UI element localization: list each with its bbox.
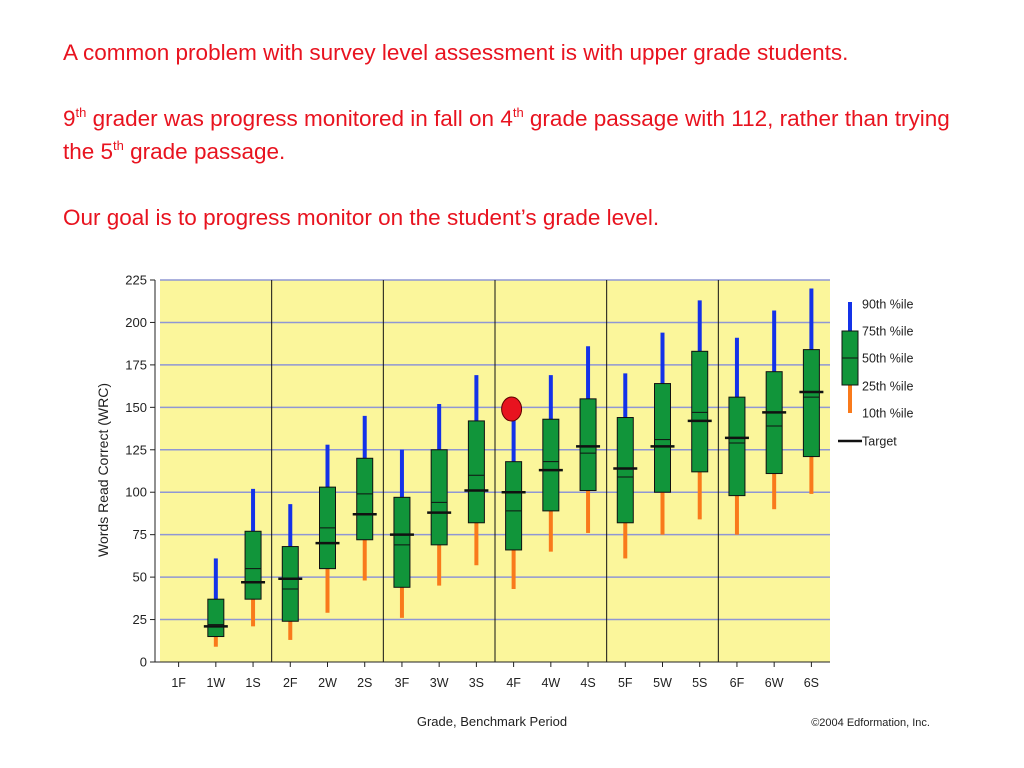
- slide-line-2-part-2: grader was progress monitored in fall on 4: [86, 106, 513, 131]
- box-1S: [245, 531, 261, 599]
- x-tick-label: 4W: [541, 676, 561, 690]
- legend-label: 10th %ile: [862, 406, 914, 421]
- box-1W: [208, 599, 224, 636]
- x-tick-label: 6S: [803, 676, 820, 690]
- slide-line-3: Our goal is to progress monitor on the student’s grade level.: [63, 205, 660, 230]
- x-tick-label: 6F: [729, 676, 745, 690]
- x-tick-label: 6W: [764, 676, 784, 690]
- slide-line-2-part-1: 9: [63, 106, 76, 131]
- x-tick-label: 5F: [617, 676, 633, 690]
- y-tick-label: 150: [125, 399, 147, 415]
- y-tick-label: 175: [125, 357, 147, 373]
- y-tick-label: 100: [125, 484, 147, 500]
- x-axis-title: Grade, Benchmark Period: [416, 714, 568, 729]
- x-tick-label: 1F: [171, 676, 186, 690]
- box-3F: [394, 497, 410, 587]
- copyright-credit: ©2004 Edformation, Inc.: [811, 717, 930, 729]
- superscript-th-3: th: [113, 138, 124, 153]
- x-tick-label: 1S: [245, 676, 261, 690]
- x-tick-label: 3S: [468, 676, 485, 690]
- box-6S: [803, 350, 819, 457]
- legend-label: 90th %ile: [862, 297, 914, 312]
- legend-label: 75th %ile: [862, 324, 914, 339]
- x-tick-label: 4F: [506, 676, 521, 690]
- y-tick-label: 25: [132, 612, 147, 628]
- box-6F: [729, 397, 745, 495]
- y-tick-label: 225: [125, 272, 147, 288]
- x-tick-label: 3W: [429, 676, 449, 690]
- x-tick-label: 3F: [394, 676, 410, 690]
- x-tick-label: 4S: [580, 676, 596, 690]
- box-2S: [357, 458, 373, 539]
- y-tick-label: 200: [125, 314, 147, 330]
- box-5F: [617, 418, 633, 523]
- box-5S: [692, 351, 708, 472]
- y-tick-label: 75: [132, 527, 147, 543]
- box-5W: [655, 384, 671, 493]
- y-tick-label: 50: [132, 569, 147, 585]
- y-tick-label: 125: [125, 442, 147, 458]
- box-4W: [543, 419, 559, 511]
- x-tick-label: 5W: [653, 676, 672, 690]
- box-6W: [766, 372, 782, 474]
- markers: [502, 397, 522, 421]
- y-tick-label: 0: [139, 654, 147, 670]
- superscript-th-2: th: [512, 105, 524, 120]
- x-tick-label: 1W: [206, 676, 226, 690]
- x-ticks: [171, 662, 819, 690]
- box-2F: [282, 547, 298, 622]
- slide-line-1: A common problem with survey level assessment is with upper grade students.: [63, 40, 849, 65]
- superscript-th-1: th: [75, 105, 87, 120]
- legend-label: Target: [862, 434, 897, 449]
- slide-line-2-part-3: grade passage with 112, rather than trying the 5: [63, 106, 950, 164]
- box-4S: [580, 399, 596, 491]
- x-tick-label: 2S: [357, 676, 373, 690]
- y-axis-title: Words Read Correct (WRC): [95, 383, 111, 557]
- x-tick-label: 5S: [692, 676, 708, 690]
- box-3S: [468, 421, 484, 523]
- slide-line-2-part-4: grade passage.: [123, 139, 286, 164]
- legend-label: 50th %ile: [862, 351, 914, 366]
- box-3W: [431, 450, 447, 545]
- x-tick-label: 2F: [282, 676, 298, 690]
- legend-label: 25th %ile: [862, 379, 914, 394]
- highlighted-score-marker: [502, 397, 522, 421]
- x-tick-label: 2W: [318, 676, 337, 690]
- legend: [838, 298, 913, 449]
- y-ticks: [125, 273, 155, 670]
- box-4F: [506, 462, 522, 550]
